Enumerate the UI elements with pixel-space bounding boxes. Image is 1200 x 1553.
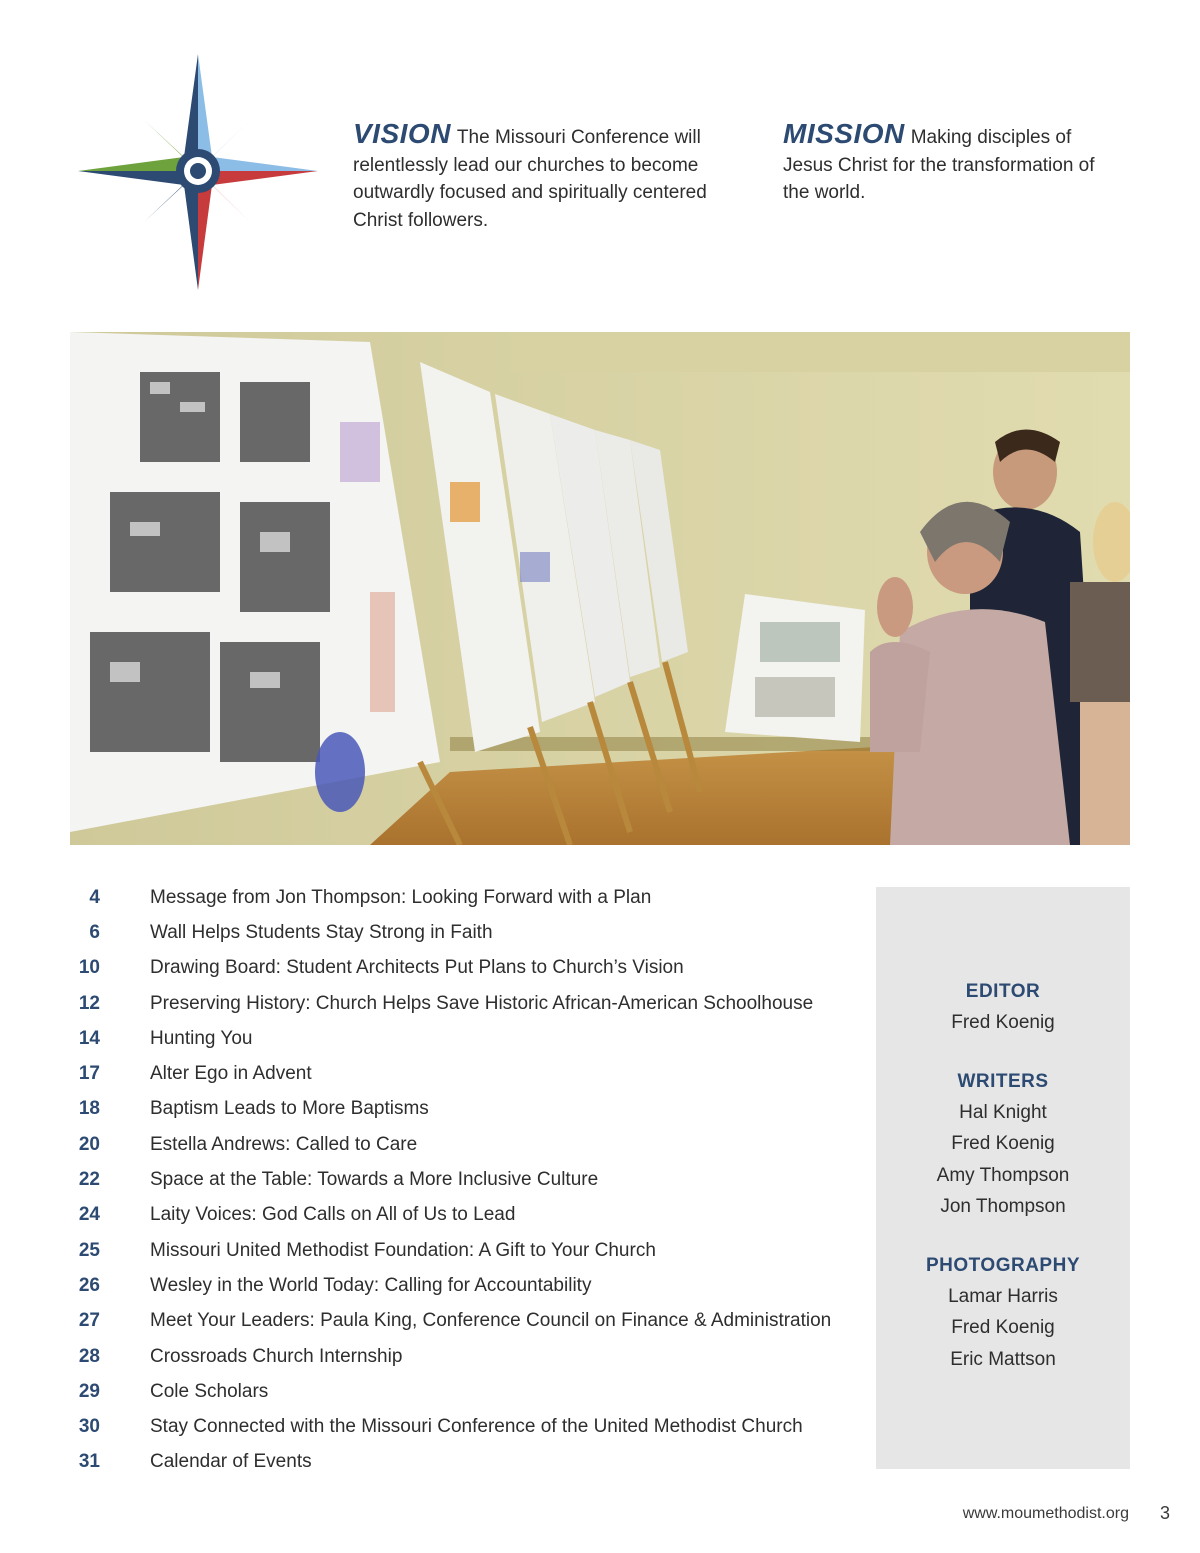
toc-article-title: Hunting You: [150, 1027, 253, 1049]
toc-page-number: 24: [78, 1204, 100, 1226]
editor-block: [876, 977, 1130, 1039]
photographer-name: Lamar Harris: [948, 1285, 1058, 1307]
toc-article-title: Space at the Table: Towards a More Inclusive Culture: [150, 1169, 599, 1191]
mission-statement: [783, 120, 1113, 207]
editor-name: Fred Koenig: [951, 1012, 1055, 1033]
writer-name: Fred Koenig: [951, 1133, 1055, 1154]
toc-article-title: Meet Your Leaders: Paula King, Conference Council on Finance & Administration: [150, 1310, 832, 1332]
toc-article-title: Alter Ego in Advent: [150, 1063, 312, 1085]
toc-page-number: 14: [78, 1027, 100, 1049]
toc-page-number: 28: [78, 1345, 100, 1367]
toc-entry[interactable]: [60, 1092, 860, 1127]
photographer-name: Fred Koenig: [951, 1317, 1055, 1338]
toc-entry[interactable]: [60, 1233, 860, 1268]
toc-entry[interactable]: [60, 1339, 860, 1374]
toc-page-number: 18: [78, 1098, 100, 1120]
toc-article-title: Cole Scholars: [150, 1380, 269, 1402]
photography-block: [876, 1251, 1130, 1376]
toc-article-title: Drawing Board: Student Architects Put Plans to Church’s Vision: [150, 957, 684, 979]
toc-article-title: Message from Jon Thompson: Looking Forward with a Plan: [150, 886, 652, 908]
toc-article-title: Estella Andrews: Called to Care: [150, 1133, 418, 1155]
photography-heading: PHOTOGRAPHY: [925, 1254, 1080, 1276]
toc-entry[interactable]: [60, 1056, 860, 1091]
toc-entry[interactable]: [60, 1445, 860, 1480]
toc-entry[interactable]: [60, 986, 860, 1021]
toc-entry[interactable]: [60, 1304, 860, 1339]
writers-heading: WRITERS: [957, 1070, 1049, 1092]
toc-entry[interactable]: [60, 1021, 860, 1056]
table-of-contents: [60, 880, 860, 1480]
toc-article-title: Crossroads Church Internship: [150, 1345, 403, 1367]
vision-heading: VISION: [353, 118, 451, 149]
toc-page-number: 20: [78, 1133, 100, 1155]
toc-page-number: 30: [78, 1416, 100, 1438]
toc-page-number: 26: [78, 1274, 100, 1296]
toc-page-number: 12: [78, 992, 100, 1014]
toc-article-title: Wesley in the World Today: Calling for Accountability: [150, 1274, 592, 1296]
writer-name: Hal Knight: [959, 1101, 1047, 1123]
toc-page-number: 31: [78, 1451, 100, 1473]
toc-entry[interactable]: [60, 1198, 860, 1233]
toc-page-number: 29: [78, 1380, 100, 1402]
toc-page-number: 6: [89, 921, 100, 943]
toc-entry[interactable]: [60, 915, 860, 950]
vision-text: The Missouri Conference will relentlessly lead our churches to become outwardly focused and spiritually centered Christ followers.: [353, 127, 707, 231]
toc-entry[interactable]: [60, 1127, 860, 1162]
toc-page-number: 10: [78, 957, 100, 979]
toc-page-number: 4: [89, 886, 100, 908]
toc-article-title: Stay Connected with the Missouri Conference of the United Methodist Church: [150, 1416, 803, 1438]
toc-page-number: 17: [78, 1063, 100, 1085]
toc-page-number: 27: [78, 1310, 100, 1332]
toc-article-title: Wall Helps Students Stay Strong in Faith: [150, 921, 493, 943]
toc-article-title: Calendar of Events: [150, 1451, 312, 1473]
writer-name: Jon Thompson: [940, 1196, 1066, 1217]
editor-heading: EDITOR: [965, 981, 1041, 1002]
page-number: 3: [1159, 1503, 1170, 1523]
writer-name: Amy Thompson: [936, 1164, 1070, 1186]
mission-text: Making disciples of Jesus Christ for the transformation of the world.: [783, 127, 1095, 203]
photographer-name: Eric Mattson: [950, 1348, 1056, 1370]
toc-entry[interactable]: [60, 880, 860, 915]
toc-article-title: Laity Voices: God Calls on All of Us to Lead: [150, 1204, 516, 1226]
toc-article-title: Baptism Leads to More Baptisms: [150, 1098, 429, 1120]
compass-logo: [76, 52, 320, 292]
toc-entry[interactable]: [60, 1409, 860, 1444]
toc-entry[interactable]: [60, 1162, 860, 1197]
toc-article-title: Preserving History: Church Helps Save Historic African-American Schoolhouse: [150, 992, 814, 1014]
toc-article-title: Missouri United Methodist Foundation: A Gift to Your Church: [150, 1239, 656, 1261]
mission-heading: MISSION: [783, 118, 905, 149]
toc-entry[interactable]: [60, 1268, 860, 1303]
toc-page-number: 22: [78, 1169, 100, 1191]
writers-block: [876, 1067, 1130, 1223]
vision-statement: [353, 120, 743, 234]
toc-page-number: 25: [78, 1239, 100, 1261]
credits-panel: [876, 887, 1130, 1469]
feature-photo: [70, 332, 1130, 845]
footer-website-link[interactable]: www.moumethodist.org: [962, 1505, 1129, 1522]
toc-entry[interactable]: [60, 1374, 860, 1409]
toc-entry[interactable]: [60, 951, 860, 986]
